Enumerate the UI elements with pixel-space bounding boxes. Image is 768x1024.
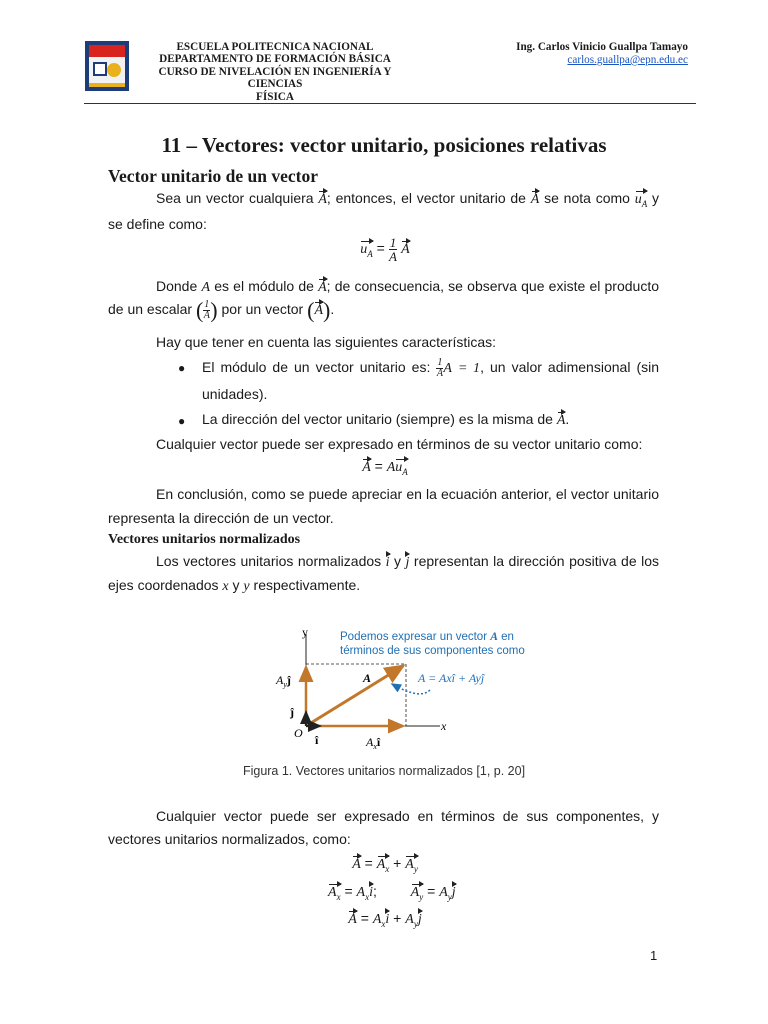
equation-components-each: $A_x = A_xi$; $A_y = A_yj$ xyxy=(328,883,528,905)
section2-paragraph-2-line1: Cualquier vector puede ser expresado en términos de sus componentes, y xyxy=(156,808,659,824)
axis-label-x: x xyxy=(441,719,447,733)
header-course-line1: CURSO DE NIVELACIÓN EN INGENIERÍA Y xyxy=(158,65,392,78)
figure-caption: Figura 1. Vectores unitarios normalizados [1, p. 20] xyxy=(242,764,526,778)
annotation-formula: A = Axî + Ayĵ xyxy=(418,671,485,685)
equation-components-unit: $A = A_xi + A_yj$ xyxy=(348,910,422,929)
header-divider xyxy=(84,103,696,104)
section-heading-unit-vector: Vector unitario de un vector xyxy=(108,166,318,186)
origin-label: O xyxy=(294,726,303,740)
header-subject: FÍSICA xyxy=(256,90,294,103)
bullet-dot: ● xyxy=(178,361,186,375)
paragraph-5-line2: representa la dirección de un vector. xyxy=(108,510,334,526)
section2-paragraph-2-line2: vectores unitarios normalizados, como: xyxy=(108,831,351,847)
header-institution-block xyxy=(140,41,410,103)
section2-paragraph-1-line1: Los vectores unitarios normalizados i y j representan la dirección positiva de los xyxy=(156,553,659,570)
header-institution: ESCUELA POLITECNICA NACIONAL xyxy=(176,41,374,53)
figure-unit-vectors xyxy=(270,620,525,755)
annotation-arrow xyxy=(392,684,430,694)
header-author-block xyxy=(470,41,688,67)
header-author: Ing. Carlos Vinicio Guallpa Tamayo xyxy=(516,41,688,53)
paragraph-4: Cualquier vector puede ser expresado en términos de su vector unitario como: xyxy=(156,436,643,452)
page-title: 11 – Vectores: vector unitario, posiciones relativas xyxy=(161,133,607,157)
paragraph-3: Hay que tener en cuenta las siguientes características: xyxy=(156,334,497,350)
equation-unit-vector: $u_A$ = $\frac{1}{A}$ A xyxy=(360,235,410,264)
bullet-1-line1: El módulo de un vector unitario es: $\frac{1}{A}$ A = 1, un valor adimensional (sin xyxy=(202,357,660,379)
equation-components-sum: $A = A_x + A_y$ xyxy=(280,855,490,877)
label-j-hat: ĵ xyxy=(290,705,294,719)
header-email-link[interactable]: carlos.guallpa@epn.edu.ec xyxy=(567,54,688,66)
bullet-1-line2: unidades). xyxy=(202,386,268,402)
label-vector-a: A xyxy=(363,671,372,685)
section-heading-normalized: Vectores unitarios normalizados xyxy=(108,532,301,547)
header-department: DEPARTAMENTO DE FORMACIÓN BÁSICA xyxy=(159,53,391,66)
paragraph-1-line2: se define como: xyxy=(108,216,207,232)
annotation-line2: términos de sus componentes como xyxy=(340,645,525,657)
bullet-dot: ● xyxy=(178,414,186,428)
bullet-2: La dirección del vector unitario (siempre) es la misma de A. xyxy=(202,411,570,428)
paragraph-2-line1: Donde A es el módulo de A; de consecuencia, se observa que existe el producto xyxy=(156,278,660,295)
epn-logo xyxy=(84,40,130,92)
section2-paragraph-1-line2: ejes coordenados x y y respectivamente. xyxy=(108,577,361,594)
page-number: 1 xyxy=(650,948,658,963)
paragraph-2-line2: de un escalar ( $\frac{1}{A}$ ) por un vector (A). xyxy=(108,297,335,323)
paragraph-5-line1: En conclusión, como se puede apreciar en la ecuación anterior, el vector unitario xyxy=(156,486,659,502)
label-ay: $A_yĵ$ xyxy=(276,673,291,689)
axis-label-y: y xyxy=(302,625,308,639)
equation-vector-magnitude: $A = Au_A$ xyxy=(300,458,470,480)
label-i-hat: î xyxy=(315,733,319,747)
label-ax: $A_xî$ xyxy=(366,735,381,751)
annotation-line1: Podemos expresar un vector A en xyxy=(340,631,514,643)
vector-a xyxy=(306,666,403,726)
header-course-line2: CIENCIAS xyxy=(247,78,303,91)
paragraph-1-line1: Sea un vector cualquiera A; entonces, el vector unitario de A se nota como $u_A$ y xyxy=(156,190,659,212)
